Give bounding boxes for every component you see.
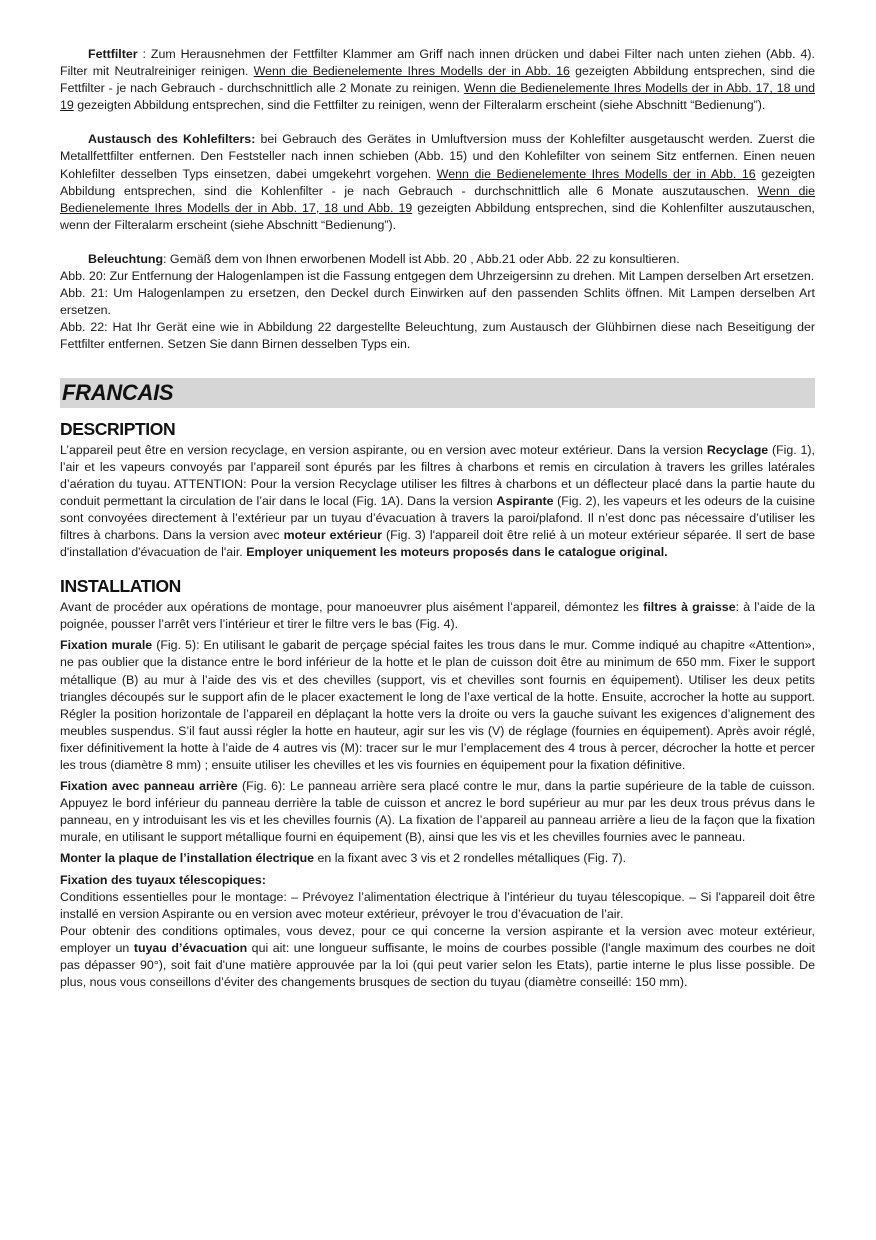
fixation-murale-paragraph <box>60 637 815 774</box>
tuyau-evacuation-paragraph <box>60 923 815 991</box>
beleuchtung-paragraph <box>60 251 815 268</box>
installation-intro-paragraph <box>60 599 815 633</box>
text-run: : Zum Herausnehmen der Fettfilter Klammer am Griff nach innen drücken und dabei Filter nach unten ziehen (Abb. 4). Filter mit Neutralreiniger reinigen. <box>60 47 815 79</box>
description-paragraph <box>60 442 815 562</box>
fixation-panneau-paragraph <box>60 778 815 846</box>
tuyaux-conditions-paragraph: Conditions essentielles pour le montage: – Prévoyez l’alimentation électrique à l’intérieur du tuyau télescopique. – Si l'appareil doit être installé en version Aspirante ou en version avec moteur extérieur, prévoyer le trou d’évacuation de l’air. <box>60 889 815 921</box>
text-run: gezeigten Abbildung entsprechen, sind die Kohlenfilter - je nach Gebrauch - durchschnittlich alle 6 Monate auszutauschen. <box>60 166 815 198</box>
installation-heading: INSTALLATION <box>60 576 181 597</box>
text-run: L’appareil peut être en version recyclage, en version aspirante, ou en version avec moteur extérieur. Dans la version <box>60 442 707 457</box>
description-heading: DESCRIPTION <box>60 418 176 439</box>
text-run: : à l’aide de la poignée, pousser l’arrêt vers l’intérieur et tirer le filtre vers le bas (Fig. 4). <box>60 600 816 632</box>
underlined-text: Wenn die Bedienelemente Ihres Modells der in Abb. 16 <box>436 166 756 181</box>
text-run: (Fig. 2), les vapeurs et les odeurs de la cuisine sont convoyées directement à l’extérieur par un tuyau d’évacuation à travers la paroi/plafond. Il n’est donc pas nécessaire d’utiliser les filtres à charbons. Dans la version avec <box>60 493 815 542</box>
beleuchtung-label: Beleuchtung <box>88 251 164 266</box>
text-run: : Gemäß dem von Ihnen erworbenen Modell ist Abb. 20 , Abb.21 oder Abb. 22 zu konsultieren. <box>163 251 680 266</box>
underlined-text: Wenn die Bedienelemente Ihres Modells der in Abb. 16 <box>253 64 570 79</box>
text-run: (Fig. 6): Le panneau arrière sera placé contre le mur, dans la partie supérieure de la table de cuisson. Appuyez le bord inférieur du panneau derrière la table de cuisson et ancrez le bord supérieur au mur par les deux trous prévus dans le panneau, en y introduisant les vis et les chevilles fournis (A). La fixation de l’appareil au panneau arrière a lieu de la façon que la fixation murale, en utilisant le support métallique fourni en équipement (B), ainsi que les vis et les chevilles fournies avec le panneau. <box>60 779 816 845</box>
text-run: qui ait: une longueur suffisante, le moins de courbes possible (l'angle maximum des courbes ne doit pas dépasser 90°), soit fait d'une matière approuvée par la loi (qui peut varier selon les Etats), partie interne le plus lisse possible. De plus, nous vous conseillons d’éviter des changements brusques de section du tuyau (diamètre conseillé: 150 mm). <box>60 940 815 990</box>
kohlefilter-paragraph <box>60 131 815 234</box>
bold-term: Aspirante <box>496 493 554 508</box>
text-run: en la fixant avec 3 vis et 2 rondelles métalliques (Fig. 7). <box>314 851 627 866</box>
underlined-text: Wenn die Bedienelemente Ihres Modells der in Abb. 17, 18 und 19 <box>60 81 816 113</box>
language-title: FRANCAIS <box>62 379 174 405</box>
text-run: gezeigten Abbildung entsprechen, sind die Kohlenfilter auszutauschen, wenn der Filteralarm erscheint (siehe Abschnitt “Bedienung”). <box>60 200 815 232</box>
bold-term: Fixation des tuyaux télescopiques: <box>60 872 266 887</box>
tuyaux-heading-text <box>60 872 815 889</box>
text-run: (Fig. 1), l’air et les vapeurs convoyés par l’appareil sont épurés par les filtres à charbons et remis en circulation à travers les grilles latérales d’aération du tuyau. ATTENTION: Pour la version Recyclage utiliser les filtres à charbons et un déflecteur placé dans la partie haute du conduit permettant la circulation de l’air dans le local (Fig. 1A). Dans la version <box>60 442 815 508</box>
text-run: Pour obtenir des conditions optimales, vous devez, pour ce qui concerne la version aspirante et la version avec moteur extérieur, employer un <box>60 923 815 955</box>
plaque-electrique-paragraph <box>60 850 815 867</box>
text-run: gezeigten Abbildung entsprechen, sind die Fettfilter zu reinigen, wenn der Filteralarm erscheint (siehe Abschnitt “Bedienung”). <box>73 98 766 113</box>
abb21-text: Abb. 21: Um Halogenlampen zu ersetzen, den Deckel durch Einwirken auf den passenden Schlits öffnen. Mit Lampen derselben Art ersetzen. <box>60 286 815 318</box>
text-run: (Fig. 3) l'appareil doit être relié à un moteur extérieur séparée. Il sert de base d'installation d'évacuation de l'air. <box>60 527 815 560</box>
abb22-text: Abb. 22: Hat Ihr Gerät eine wie in Abbildung 22 dargestellte Beleuchtung, zum Austausch der Glühbirnen diese nach Beseitigung der Fettfilter entfernen. Setzen Sie dann Birnen desselben Typs ein. <box>60 320 815 352</box>
fettfilter-paragraph <box>60 46 815 114</box>
bold-term: moteur extérieur <box>283 527 382 542</box>
language-header-bar <box>60 378 815 408</box>
text-run: gezeigten Abbildung entsprechen, sind die Fettfilter - je nach Gebrauch - durchschnittlich alle 2 Monate zu reinigen. <box>60 64 816 96</box>
bold-term: filtres à graisse <box>643 600 736 615</box>
text-run: Avant de procéder aux opérations de montage, pour manoeuvrer plus aisément l’appareil, démontez les <box>60 600 644 615</box>
kohlefilter-label: Austausch des Kohlefilters: <box>88 132 256 147</box>
text-run: bei Gebrauch des Gerätes in Umluftversion muss der Kohlefilter ausgetauscht werden. Zuerst die Metallfettfilter entfernen. Den Feststeller nach innen schieben (Abb. 15) und den Kohlefilter von seinem Sitz entfernen. Einen neuen Kohlefilter desselben Typs einsetzen, dabei umgekehrt vorgehen. <box>60 132 815 181</box>
bold-term: Fixation murale <box>60 638 153 653</box>
bold-term: Employer uniquement les moteurs proposés dans le catalogue original. <box>246 545 668 560</box>
underlined-text: Wenn die Bedienelemente Ihres Modells der in Abb. 17, 18 und Abb. 19 <box>60 183 816 215</box>
fettfilter-label: Fettfilter <box>88 47 138 61</box>
abb20-text: Abb. 20: Zur Entfernung der Halogenlampen ist die Fassung entgegen dem Uhrzeigersinn zu drehen. Mit Lampen derselben Art ersetzen. <box>60 269 815 284</box>
text-run: (Fig. 5): En utilisant le gabarit de perçage spécial faites les trous dans le mur. Comme indiqué au chapitre «Attention», ne pas oublier que la distance entre le bord inférieur de la hotte et le plan de cuisson doit être au minimum de 650 mm. Fixer le support métallique (B) au mur à l’aide des vis et des chevilles (support, vis et chevilles sont fournis en équipement). Utiliser les deux petits triangles découpés sur le support afin de le placer exactement le long de l’axe vertical de la hotte. Ensuite, accrocher la hotte au support. Régler la position horizontale de l’appareil en déplaçant la hotte vers la droite ou vers la gauche suivant les exigences d’alignement des meubles suspendus. S’il faut aussi régler la hotte en hauteur, agir sur les vis (V) de réglage (fournies en équipement). Après avoir réglé, fixer définitivement la hotte à l’aide de 4 autres vis (M): tracer sur le mur l’emplacement des 4 trous à percer, décrocher la hotte et percer les trous (diamètre 8 mm) ; ensuite utiliser les chevilles et les vis fournies en équipement pour la fixation définitive. <box>60 638 816 772</box>
bold-term: Fixation avec panneau arrière <box>60 779 238 794</box>
bold-term: Monter la plaque de l’installation électrique <box>60 851 315 866</box>
manual-page <box>60 46 815 991</box>
bold-term: Recyclage <box>706 442 769 457</box>
bold-term: tuyau d’évacuation <box>133 940 248 955</box>
